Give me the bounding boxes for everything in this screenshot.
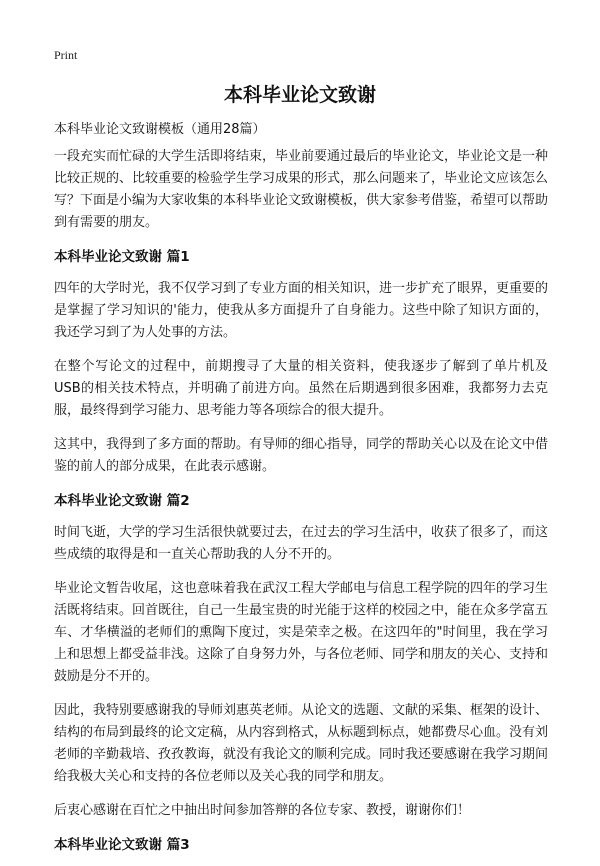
section-heading-1: 本科毕业论文致谢 篇1 <box>54 249 190 265</box>
document-title: 本科毕业论文致谢 <box>223 84 376 106</box>
document-subtitle: 本科毕业论文致谢模板（通用28篇） <box>54 122 266 137</box>
section-1-paragraph-3: 这其中，我得到了多方面的帮助。有导师的细心指导，同学的帮助关心以及在论文中借鉴的前人的部分成果，在此表示感谢。 <box>54 437 549 474</box>
section-2-paragraph-2: 毕业论文暂告收尾，这也意味着我在武汉工程大学邮电与信息工程学院的四年的学习生活既将结束。回首既往，自己一生最宝贵的时光能于这样的校园之中，能在众多学富五车、才华横溢的老师们的熏陶下度过，实是荣幸之极。在这四年的"时间里，我在学习上和思想上都受益非浅。这除了自身努力外，与各位老师、同学和朋友的关心、支持和鼓励是分不开的。 <box>54 581 549 684</box>
intro-paragraph: 一段充实而忙碌的大学生活即将结束，毕业前要通过最后的毕业论文，毕业论文是一种比较正规的、比较重要的检验学生学习成果的形式，那么问题来了，毕业论文应该怎么写？下面是小编为大家收集的本科毕业论文致谢模板，供大家参考借鉴，希望可以帮助到有需要的朋友。 <box>54 149 549 230</box>
section-heading-3: 本科毕业论文致谢 篇3 <box>54 837 190 853</box>
print-link[interactable]: Print <box>54 48 78 62</box>
section-2-paragraph-4: 后衷心感谢在百忙之中抽出时间参加答辩的各位专家、教授，谢谢你们！ <box>54 803 471 818</box>
section-2-paragraph-3: 因此，我特别要感谢我的导师刘惠英老师。从论文的选题、文献的采集、框架的设计、结构的布局到最终的论文定稿，从内容到格式，从标题到标点，她都费尽心血。没有刘老师的辛勤栽培、孜孜教诲，就没有我论文的顺利完成。同时我还要感谢在我学习期间给我极大关心和支持的各位老师以及关心我的同学和朋友。 <box>54 703 549 784</box>
section-1-paragraph-2: 在整个写论文的过程中，前期搜寻了大量的相关资料，使我逐步了解到了单片机及USB的相关技术特点，并明确了前进方向。虽然在后期遇到很多困难，我都努力去克服，最终得到学习能力、思考能力等各项综合的很大提升。 <box>54 359 548 418</box>
section-2-paragraph-1: 时间飞逝，大学的学习生活很快就要过去，在过去的学习生活中，收获了很多了，而这些成绩的取得是和一直关心帮助我的人分不开的。 <box>54 525 549 562</box>
document-body <box>54 146 548 866</box>
section-heading-2: 本科毕业论文致谢 篇2 <box>54 493 190 509</box>
section-1-paragraph-1: 四年的大学时光，我不仅学习到了专业方面的相关知识，进一步扩充了眼界，更重要的是掌握了学习知识的'能力，使我从多方面提升了自身能力。这些中除了知识方面的，我还学习到了为人处事的方法。 <box>54 281 549 340</box>
